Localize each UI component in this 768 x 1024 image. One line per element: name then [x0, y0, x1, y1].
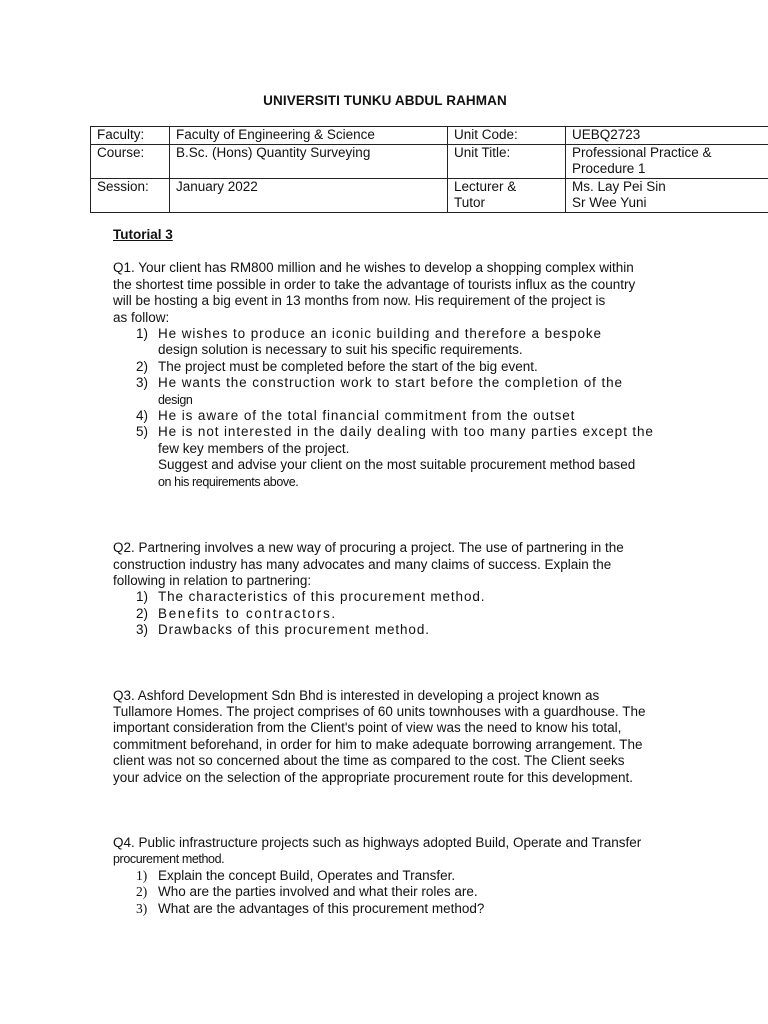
question-text-line: construction industry has many advocates and many claims of success. Explain the	[113, 556, 612, 572]
list-number: 3)	[136, 375, 149, 391]
unit-title-label: Unit Title:	[448, 144, 566, 178]
question-text-line: procurement method.	[113, 852, 225, 867]
question-text-line: Q2. Partnering involves a new way of procuring a project. The use of partnering in the	[113, 540, 624, 556]
list-item	[113, 326, 658, 359]
list-number: 5)	[136, 424, 149, 440]
lecturer-label-line: Lecturer &	[454, 178, 517, 194]
list-number: 2)	[136, 605, 149, 621]
question-instruction: on his requirements above.	[158, 474, 299, 489]
tutorial-content	[113, 227, 658, 917]
list-item	[113, 901, 658, 917]
list-number: 1)	[136, 589, 149, 605]
question-4	[113, 835, 658, 917]
list-number: 3)	[136, 900, 148, 916]
list-item-text: design	[158, 392, 193, 407]
table-row	[91, 127, 768, 145]
faculty-label: Faculty:	[91, 127, 170, 145]
list-item-text: Explain the concept Build, Operates and Transfer.	[158, 867, 456, 883]
question-text-line: commitment beforehand, in order for him to make adequate borrowing arrangement. The	[113, 736, 643, 752]
course-info-table	[90, 126, 768, 213]
list-item	[113, 359, 658, 375]
question-text-line: Q1. Your client has RM800 million and he wishes to develop a shopping complex within	[113, 260, 634, 276]
requirement-list	[113, 326, 658, 457]
session-label: Session:	[91, 178, 170, 212]
list-number: 2)	[136, 358, 149, 374]
list-item-text: He wishes to produce an iconic building and therefore a bespoke	[158, 326, 602, 342]
lecturer-value	[566, 178, 768, 212]
course-label: Course:	[91, 144, 170, 178]
unit-title-value	[566, 144, 768, 178]
list-number: 4)	[136, 408, 149, 424]
question-text-line: Q3. Ashford Development Sdn Bhd is interested in developing a project known as	[113, 687, 600, 703]
list-item	[113, 606, 658, 622]
lecturer-label-line: Tutor	[454, 195, 486, 210]
lecturer-label	[448, 178, 566, 212]
list-item	[113, 589, 658, 605]
unit-title-line: Professional Practice &	[572, 144, 712, 160]
tutorial-title: Tutorial 3	[113, 227, 173, 242]
course-value: B.Sc. (Hons) Quantity Surveying	[170, 144, 448, 178]
list-item	[113, 408, 658, 424]
question-instruction: Suggest and advise your client on the most suitable procurement method based	[158, 457, 636, 473]
question-2	[113, 540, 658, 638]
list-item-text: Drawbacks of this procurement method.	[158, 622, 430, 638]
list-number: 1)	[136, 326, 149, 342]
question-text-line: your advice on the selection of the appropriate procurement route for this development.	[113, 769, 634, 785]
list-item-text: He wants the construction work to start before the completion of the	[158, 375, 623, 391]
question-3	[113, 688, 658, 786]
session-value: January 2022	[170, 178, 448, 212]
question-text-line: following in relation to partnering:	[113, 572, 312, 588]
list-item	[113, 622, 658, 638]
unit-code-value: UEBQ2723	[566, 127, 768, 145]
list-item-text: He is not interested in the daily dealing with too many parties except the	[158, 424, 654, 440]
question-text-line: Q4. Public infrastructure projects such as highways adopted Build, Operate and Transfer	[113, 834, 642, 850]
list-item	[113, 424, 658, 457]
list-item-text: Who are the parties involved and what their roles are.	[158, 884, 478, 900]
question-text-line: client was not so concerned about the time as compared to the cost. The Client seeks	[113, 753, 625, 769]
question-text-line: will be hosting a big event in 13 months from now. His requirement of the project is	[113, 293, 606, 309]
faculty-value: Faculty of Engineering & Science	[170, 127, 448, 145]
question-text-line: as follow:	[113, 309, 170, 325]
partnering-list	[113, 589, 658, 638]
table-row	[91, 178, 768, 212]
bot-list	[113, 868, 658, 917]
list-item	[113, 375, 658, 408]
list-number: 2)	[136, 884, 148, 900]
unit-title-line: Procedure 1	[572, 161, 646, 176]
list-number: 3)	[136, 622, 149, 638]
list-item-text: The characteristics of this procurement method.	[158, 589, 486, 605]
question-text-line: the shortest time possible in order to take the advantage of tourists influx as the country	[113, 276, 636, 292]
university-title: UNIVERSITI TUNKU ABDUL RAHMAN	[263, 93, 507, 108]
list-item-text: design solution is necessary to suit his specific requirements.	[158, 342, 523, 358]
list-item-text: He is aware of the total financial commitment from the outset	[158, 408, 576, 424]
list-item-text: The project must be completed before the start of the big event.	[158, 358, 538, 374]
list-number: 1)	[136, 867, 148, 883]
list-item-text: What are the advantages of this procurement method?	[158, 900, 485, 916]
list-item	[113, 868, 658, 884]
list-item	[113, 884, 658, 900]
tutor-name: Sr Wee Yuni	[572, 195, 647, 210]
question-text-line: Tullamore Homes. The project comprises of 60 units townhouses with a guardhouse. The	[113, 703, 646, 719]
list-item-text: few key members of the project.	[158, 440, 350, 456]
list-item-text: Benefits to contractors.	[158, 605, 337, 621]
lecturer-name: Ms. Lay Pei Sin	[572, 178, 666, 194]
question-1	[113, 260, 658, 490]
question-text-line: important consideration from the Client's point of view was the need to know his total,	[113, 720, 622, 736]
table-row	[91, 144, 768, 178]
unit-code-label: Unit Code:	[448, 127, 566, 145]
